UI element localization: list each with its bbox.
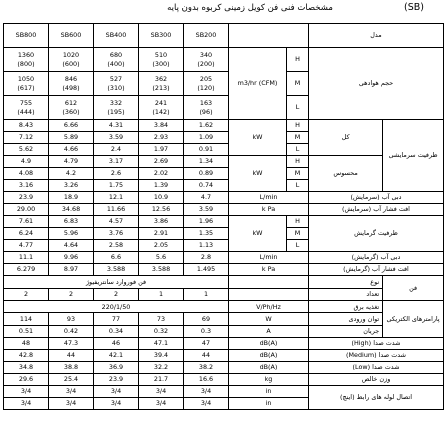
airflow-value: 332 (109, 99, 123, 108)
speed-cell: H (287, 120, 309, 132)
value-cell: 0.34 (94, 325, 139, 337)
value-cell (49, 96, 94, 120)
value-cell: 6.83 (49, 216, 94, 228)
value-cell: 16.6 (184, 374, 229, 386)
airflow-value: 510 (154, 51, 168, 60)
value-cell: 2.58 (94, 240, 139, 252)
airflow-value: 527 (109, 75, 123, 84)
value-cell: 1.97 (139, 144, 184, 156)
row-label: افت فشار آب (سرمایش) (309, 204, 444, 216)
value-cell: 6.279 (4, 264, 49, 276)
airflow-cfm: (310) (107, 83, 125, 92)
fan-label-group (309, 276, 444, 301)
value-cell: 73 (139, 313, 184, 325)
value-cell: 0.74 (184, 180, 229, 192)
row-label: شدت صدا (Low) (309, 362, 444, 374)
value-cell: 1.13 (184, 240, 229, 252)
heating-row (4, 216, 444, 228)
value-cell: 3.59 (184, 204, 229, 216)
value-cell (94, 72, 139, 96)
speed-cell: H (287, 216, 309, 228)
current-label: جریان (309, 325, 383, 337)
value-cell: 1.39 (139, 180, 184, 192)
unit-cell: L/min (229, 252, 309, 264)
value-cell: 0.32 (139, 325, 184, 337)
value-cell: 34.68 (49, 204, 94, 216)
value-cell: 2 (4, 288, 49, 301)
value-cell: 3/4 (4, 398, 49, 410)
airflow-value: 846 (64, 75, 78, 84)
value-cell: 2.69 (139, 156, 184, 168)
weight-row (4, 374, 444, 386)
speed-cell: H (287, 48, 309, 72)
value-cell: 1.09 (184, 132, 229, 144)
total-label: کل (309, 120, 383, 156)
value-cell: 2 (49, 288, 94, 301)
value-cell (184, 96, 229, 120)
airflow-value: 755 (19, 99, 33, 108)
value-cell: 0.51 (4, 325, 49, 337)
value-cell: 42.1 (94, 350, 139, 362)
model-header: مدل (309, 24, 444, 48)
unit-cell: k Pa (229, 204, 309, 216)
value-cell: 3/4 (94, 386, 139, 398)
value-cell: 0.91 (184, 144, 229, 156)
value-cell: 12.1 (94, 192, 139, 204)
airflow-cfm: (617) (17, 83, 35, 92)
unit-cell: L/min (229, 192, 309, 204)
unit-cell: W (229, 313, 309, 325)
value-cell: 18.9 (49, 192, 94, 204)
value-cell: 3.16 (4, 180, 49, 192)
value-cell: 3/4 (4, 386, 49, 398)
speed-cell: M (287, 228, 309, 240)
value-cell: 5.89 (49, 132, 94, 144)
value-cell: 12.56 (139, 204, 184, 216)
unit-cell: k Pa (229, 264, 309, 276)
value-cell: 4.57 (94, 216, 139, 228)
value-cell: 1.35 (184, 228, 229, 240)
cooling-total-row (4, 120, 444, 132)
fan-type-row (4, 276, 444, 289)
model-name: SB800 (4, 24, 49, 48)
value-cell (4, 96, 49, 120)
sound-row (4, 362, 444, 374)
model-name: SB400 (94, 24, 139, 48)
value-cell (49, 72, 94, 96)
row-label: حجم هوادهی (309, 48, 444, 120)
value-cell: 36.9 (94, 362, 139, 374)
value-cell: 0.89 (184, 168, 229, 180)
speed-cell: H (287, 156, 309, 168)
value-cell: 2 (94, 288, 139, 301)
value-cell: 1 (184, 288, 229, 301)
value-cell: 10.9 (139, 192, 184, 204)
row-label-group (309, 120, 444, 192)
power-supply-row (4, 301, 444, 313)
unit-cell: in (229, 398, 309, 410)
value-cell: 38.8 (49, 362, 94, 374)
fan-type-value: فن فوروارد سانتریفیوژ (4, 276, 229, 289)
value-cell (139, 72, 184, 96)
value-cell: 42.8 (4, 350, 49, 362)
value-cell (94, 96, 139, 120)
airflow-cfm: (800) (17, 59, 35, 68)
value-cell: 23.9 (4, 192, 49, 204)
airflow-cfm: (142) (152, 107, 170, 116)
value-cell: 3/4 (94, 398, 139, 410)
value-cell: 2.4 (94, 144, 139, 156)
electrical-label: پارامترهای الکتریکی (386, 314, 440, 323)
value-cell (94, 48, 139, 72)
unit-cell: dB(A) (229, 362, 309, 374)
unit-cell: kW (229, 120, 287, 156)
empty-cell (229, 288, 309, 301)
airflow-value: 1360 (17, 51, 35, 60)
airflow-cfm: (360) (62, 107, 80, 116)
row-label: شدت صدا (Medium) (309, 350, 444, 362)
value-cell: 5.62 (4, 144, 49, 156)
value-cell: 32.2 (139, 362, 184, 374)
page-title: مشخصات فنی فن کویل زمینی کربوه بدون پایه (167, 3, 333, 13)
airflow-cfm: (195) (107, 107, 125, 116)
value-cell: 4.64 (49, 240, 94, 252)
speed-cell: L (287, 180, 309, 192)
value-cell: 4.79 (49, 156, 94, 168)
sensible-label: محسوس (309, 156, 383, 192)
value-cell: 3/4 (139, 398, 184, 410)
value-cell: 3/4 (49, 398, 94, 410)
fan-type-label: نوع (309, 276, 383, 288)
value-cell: 7.12 (4, 132, 49, 144)
value-cell: 1.96 (184, 216, 229, 228)
airflow-cfm: (300) (152, 59, 170, 68)
model-name: SB600 (49, 24, 94, 48)
speed-cell: M (287, 132, 309, 144)
unit-cell: kg (229, 374, 309, 386)
pipe-row (4, 386, 444, 398)
value-cell: 1.495 (184, 264, 229, 276)
value-cell: 69 (184, 313, 229, 325)
value-cell: 3.59 (94, 132, 139, 144)
value-cell: 93 (49, 313, 94, 325)
unit-cell: A (229, 325, 309, 337)
heating-dp-row (4, 264, 444, 276)
value-cell: 7.61 (4, 216, 49, 228)
speed-cell: M (287, 72, 309, 96)
value-cell (49, 48, 94, 72)
value-cell: 4.9 (4, 156, 49, 168)
value-cell: 3.76 (94, 228, 139, 240)
power-supply-value: 220/1/50 (4, 301, 229, 313)
value-cell: 2.91 (139, 228, 184, 240)
value-cell: 3.588 (139, 264, 184, 276)
value-cell: 2.02 (139, 168, 184, 180)
airflow-value: 362 (154, 75, 168, 84)
unit-cell: dB(A) (229, 350, 309, 362)
value-cell: 3.86 (139, 216, 184, 228)
airflow-value: 163 (199, 99, 213, 108)
series-tag: (SB) (404, 2, 424, 13)
row-label: ظرفیت سرمایشی (388, 151, 438, 160)
value-cell: 29.00 (4, 204, 49, 216)
value-cell: 2.93 (139, 132, 184, 144)
value-cell (184, 72, 229, 96)
value-cell: 77 (94, 313, 139, 325)
value-cell: 8.97 (49, 264, 94, 276)
value-cell: 3.26 (49, 180, 94, 192)
model-name: SB200 (184, 24, 229, 48)
value-cell: 2.8 (184, 252, 229, 264)
value-cell: 46 (94, 338, 139, 350)
value-cell (184, 48, 229, 72)
row-label: دبی آب (گرمایش) (309, 252, 444, 264)
value-cell: 4.2 (49, 168, 94, 180)
cooling-flow-row (4, 192, 444, 204)
airflow-value: 241 (154, 99, 168, 108)
value-cell: 1.62 (184, 120, 229, 132)
sound-row (4, 338, 444, 350)
value-cell: 3.84 (139, 120, 184, 132)
value-cell: 1.34 (184, 156, 229, 168)
power-supply-label: تغذیه برق (309, 301, 383, 313)
input-power-label: توان ورودی (309, 313, 383, 325)
value-cell: 4.08 (4, 168, 49, 180)
value-cell: 5.96 (49, 228, 94, 240)
airflow-cfm: (96) (199, 107, 213, 116)
airflow-cfm: (600) (62, 59, 80, 68)
value-cell: 4.7 (184, 192, 229, 204)
value-cell: 3/4 (49, 386, 94, 398)
value-cell: 3.588 (94, 264, 139, 276)
airflow-value: 1020 (62, 51, 80, 60)
model-name: SB300 (139, 24, 184, 48)
fan-label: فن (409, 283, 418, 292)
unit-cell: in (229, 386, 309, 398)
value-cell: 3/4 (184, 398, 229, 410)
sound-row (4, 350, 444, 362)
value-cell: 3.17 (94, 156, 139, 168)
value-cell: 25.4 (49, 374, 94, 386)
value-cell: 39.4 (139, 350, 184, 362)
value-cell: 23.9 (94, 374, 139, 386)
airflow-cfm: (213) (152, 83, 170, 92)
airflow-cfm: (120) (197, 83, 215, 92)
value-cell: 9.96 (49, 252, 94, 264)
value-cell: 44 (184, 350, 229, 362)
airflow-cfm: (200) (197, 59, 215, 68)
value-cell: 29.6 (4, 374, 49, 386)
unit-cell: m3/hr (CFM) (229, 48, 287, 120)
speed-cell: M (287, 168, 309, 180)
unit-cell: dB(A) (229, 338, 309, 350)
value-cell: 0.3 (184, 325, 229, 337)
fan-count-label: تعداد (309, 288, 383, 300)
airflow-cfm: (400) (107, 59, 125, 68)
airflow-value: 680 (109, 51, 123, 60)
value-cell: 2.05 (139, 240, 184, 252)
row-label: دبی آب (سرمایش) (309, 192, 444, 204)
airflow-row (4, 48, 444, 72)
unit-cell: kW (229, 156, 287, 192)
value-cell: 114 (4, 313, 49, 325)
value-cell: 48 (4, 338, 49, 350)
unit-cell: V/Ph/Hz (229, 301, 309, 313)
airflow-value: 612 (64, 99, 78, 108)
value-cell: 6.24 (4, 228, 49, 240)
row-label: ظرفیت گرمایش (309, 216, 444, 252)
airflow-value: 1050 (17, 75, 35, 84)
row-label: اتصال لوله های رابط (اینچ) (309, 386, 444, 410)
row-label: افت فشار آب (گرمایش) (309, 264, 444, 276)
value-cell: 3/4 (184, 386, 229, 398)
airflow-cfm: (444) (17, 107, 35, 116)
airflow-cfm: (498) (62, 83, 80, 92)
value-cell: 11.1 (4, 252, 49, 264)
speed-cell: L (287, 240, 309, 252)
spec-table (3, 23, 444, 410)
value-cell: 4.66 (49, 144, 94, 156)
row-label: وزن خالص (309, 374, 444, 386)
value-cell: 3/4 (139, 386, 184, 398)
value-cell: 4.77 (4, 240, 49, 252)
value-cell: 1.75 (94, 180, 139, 192)
value-cell: 1 (139, 288, 184, 301)
value-cell (139, 48, 184, 72)
value-cell: 34.8 (4, 362, 49, 374)
value-cell (4, 48, 49, 72)
value-cell: 0.42 (49, 325, 94, 337)
value-cell: 8.43 (4, 120, 49, 132)
model-header-row (4, 24, 444, 48)
value-cell: 6.6 (94, 252, 139, 264)
row-label: شدت صدا (High) (309, 338, 444, 350)
heating-flow-row (4, 252, 444, 264)
value-cell: 2.6 (94, 168, 139, 180)
unit-cell: kW (229, 216, 287, 252)
value-cell: 47.1 (139, 338, 184, 350)
value-cell: 47 (184, 338, 229, 350)
value-cell (4, 72, 49, 96)
speed-cell: L (287, 144, 309, 156)
value-cell: 44 (49, 350, 94, 362)
value-cell (139, 96, 184, 120)
electrical-label-group (309, 301, 444, 338)
value-cell: 21.7 (139, 374, 184, 386)
airflow-value: 205 (199, 75, 213, 84)
empty-cell (229, 276, 309, 289)
value-cell: 47.3 (49, 338, 94, 350)
value-cell: 4.31 (94, 120, 139, 132)
value-cell: 5.6 (139, 252, 184, 264)
empty-cell (229, 24, 309, 48)
speed-cell: L (287, 96, 309, 120)
airflow-value: 340 (199, 51, 213, 60)
value-cell: 11.66 (94, 204, 139, 216)
value-cell: 6.66 (49, 120, 94, 132)
value-cell: 38.2 (184, 362, 229, 374)
cooling-dp-row (4, 204, 444, 216)
